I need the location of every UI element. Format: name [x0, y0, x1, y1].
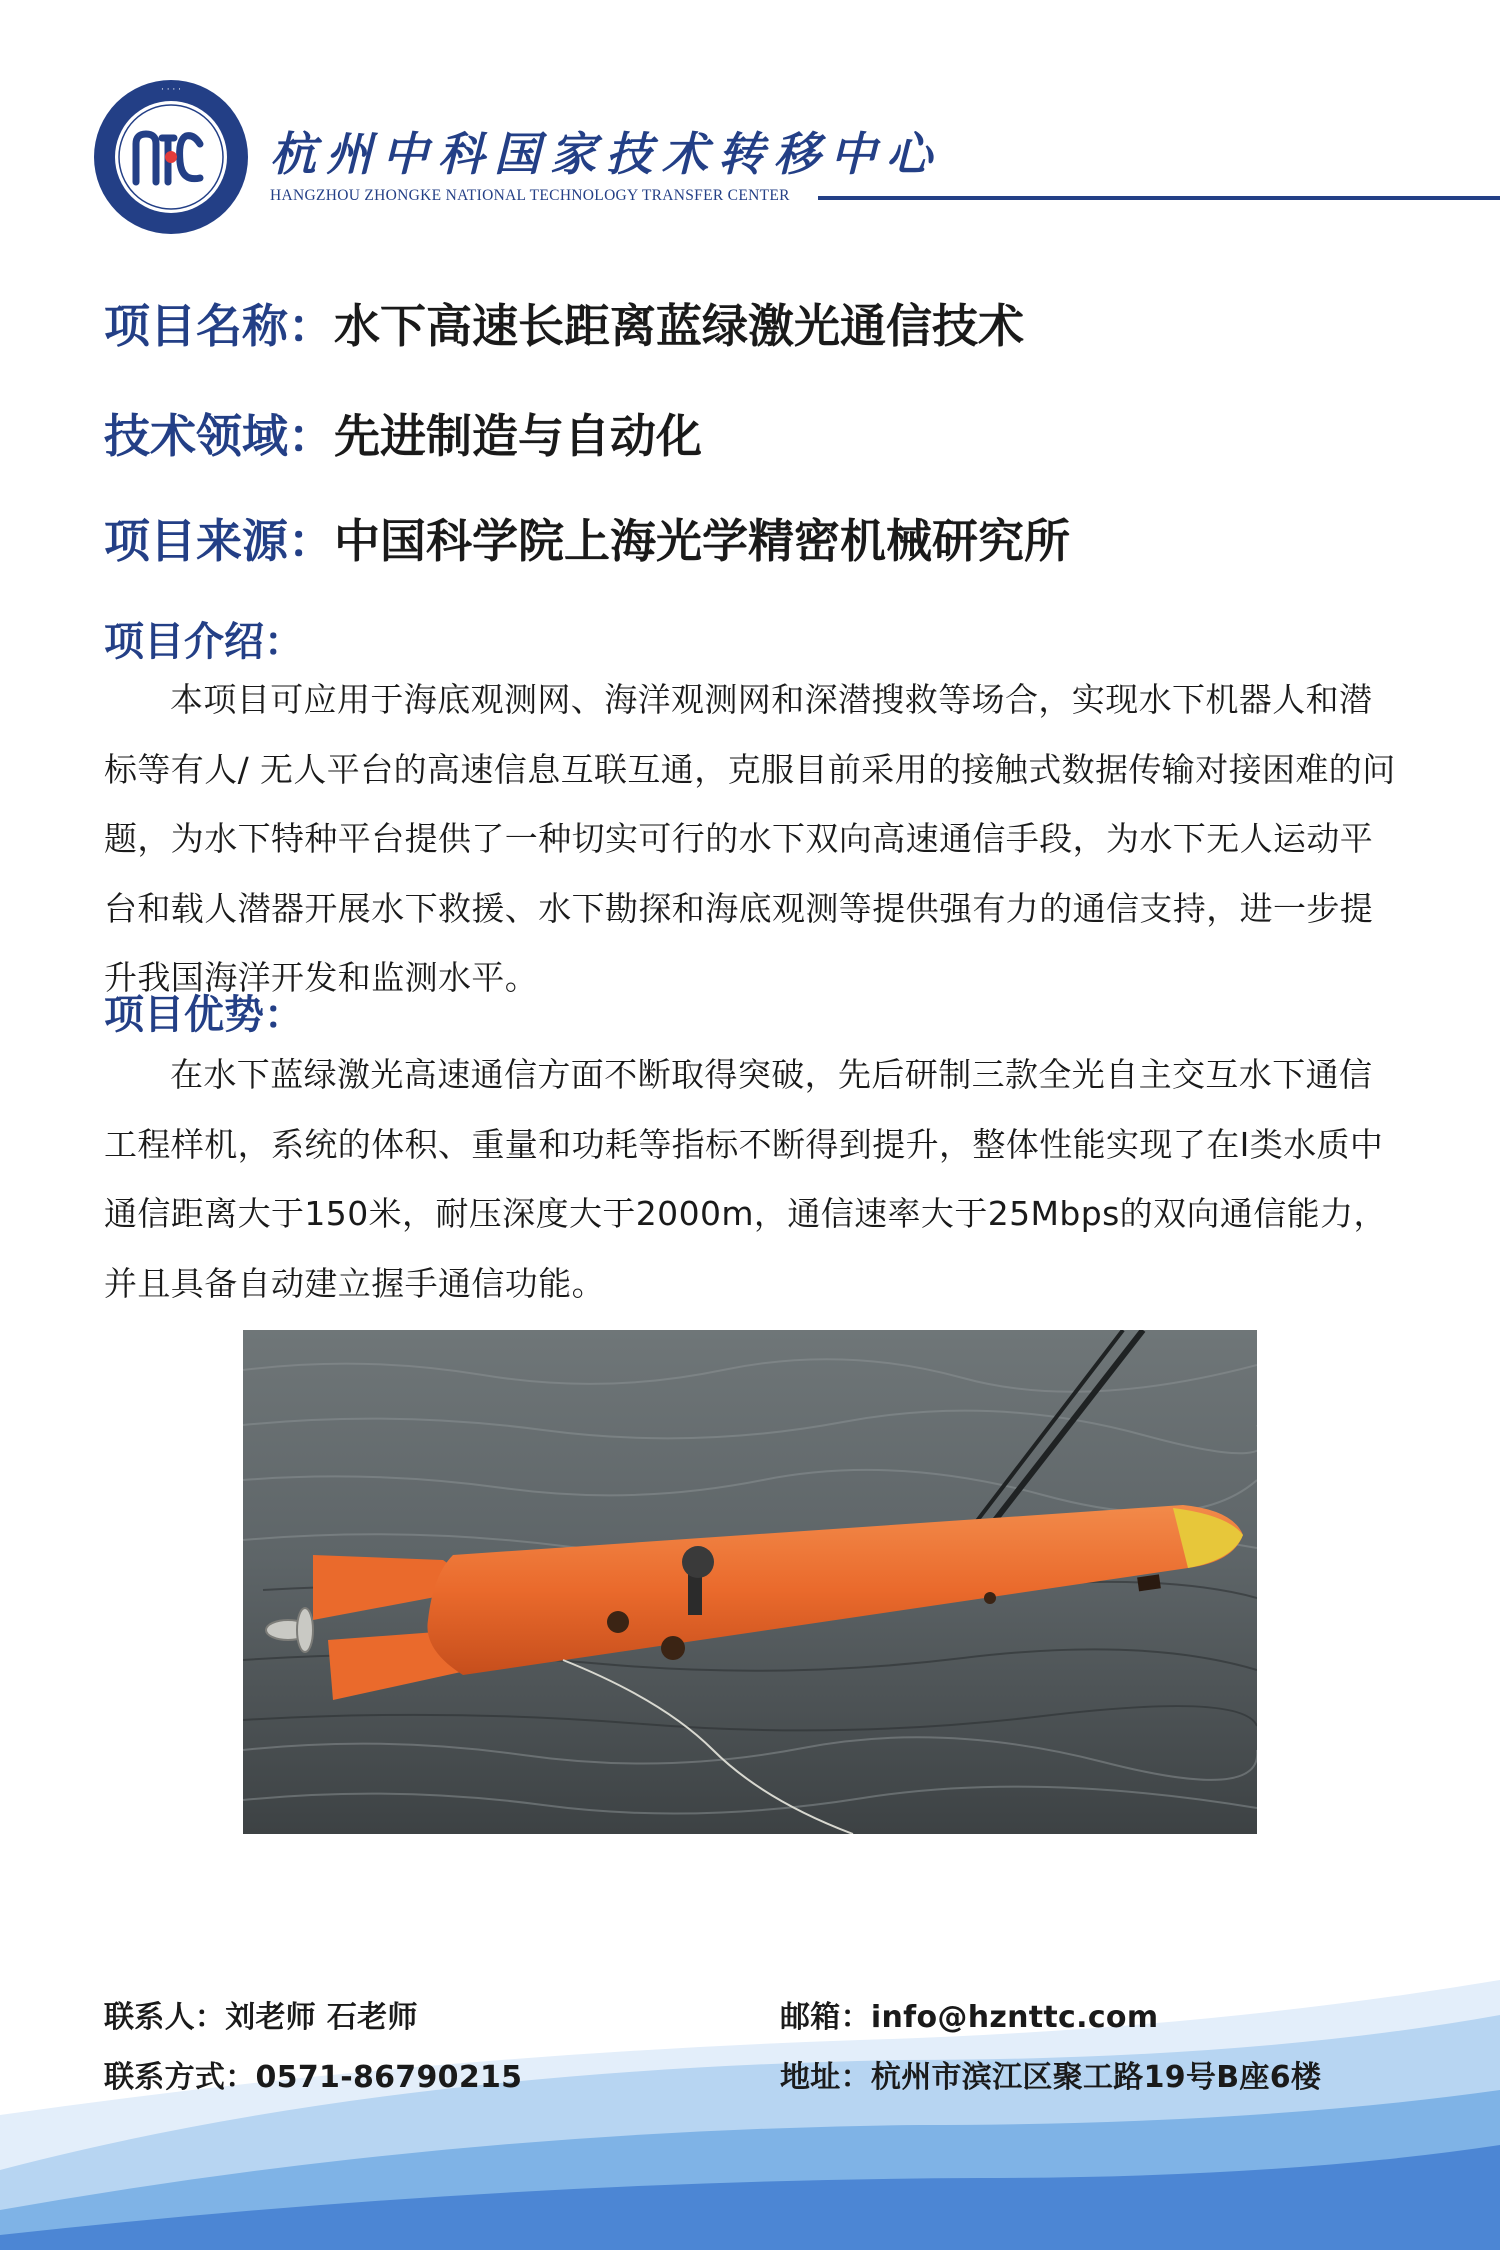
contact-person: 联系人：刘老师 石老师	[104, 2000, 418, 2035]
org-name-cn: 杭州中科国家技术转移中心	[270, 127, 942, 181]
intro-paragraph	[104, 665, 1404, 1013]
underwater-vehicle-photo	[243, 1330, 1257, 1834]
svg-text:· · · ·: · · · ·	[160, 85, 182, 95]
tech-field-value: 先进制造与自动化	[334, 409, 702, 463]
header	[0, 0, 1500, 240]
tech-field-label: 技术领域：	[104, 409, 334, 463]
contact-phone: 联系方式：0571-86790215	[104, 2060, 523, 2095]
intro-text: 本项目可应用于海底观测网、海洋观测网和深潜搜救等场合，实现水下机器人和潜标等有人/ 无人平台的高速信息互联互通，克服目前采用的接触式数据传输对接困难的问题，为水下特种平台提供了一种切实可行的水下双向高速通信手段，为水下无人运动平台和载人潜器开展水下救援、水下勘探和海底观测等提供强有力的通信支持，进一步提升我国海洋开发和监测水平。	[104, 680, 1396, 998]
org-name-en: HANGZHOU ZHONGKE NATIONAL TECHNOLOGY TRANSFER CENTER	[270, 187, 790, 204]
nttc-logo	[92, 78, 250, 236]
project-name-label: 项目名称：	[104, 299, 334, 353]
project-name-value: 水下高速长距离蓝绿激光通信技术	[334, 299, 1024, 353]
advantage-text: 在水下蓝绿激光高速通信方面不断取得突破，先后研制三款全光自主交互水下通信工程样机，系统的体积、重量和功耗等指标不断得到提升，整体性能实现了在I类水质中通信距离大于150米，耐压深度大于2000m，通信速率大于25Mbps的双向通信能力，并且具备自动建立握手通信功能。	[104, 1055, 1387, 1303]
contact-email: 邮箱：info@hznttc.com	[780, 2000, 1159, 2035]
advantage-paragraph	[104, 1040, 1404, 1318]
header-rule	[818, 196, 1500, 200]
project-source-value: 中国科学院上海光学精密机械研究所	[334, 514, 1070, 568]
project-name-row	[104, 290, 1024, 356]
tech-field-row	[104, 400, 702, 466]
contact-address: 地址：杭州市滨江区聚工路19号B座6楼	[780, 2060, 1322, 2095]
project-source-label: 项目来源：	[104, 514, 334, 568]
advantage-title: 项目优势：	[104, 992, 304, 1038]
project-source-row	[104, 505, 1070, 571]
intro-title: 项目介绍：	[104, 619, 304, 665]
